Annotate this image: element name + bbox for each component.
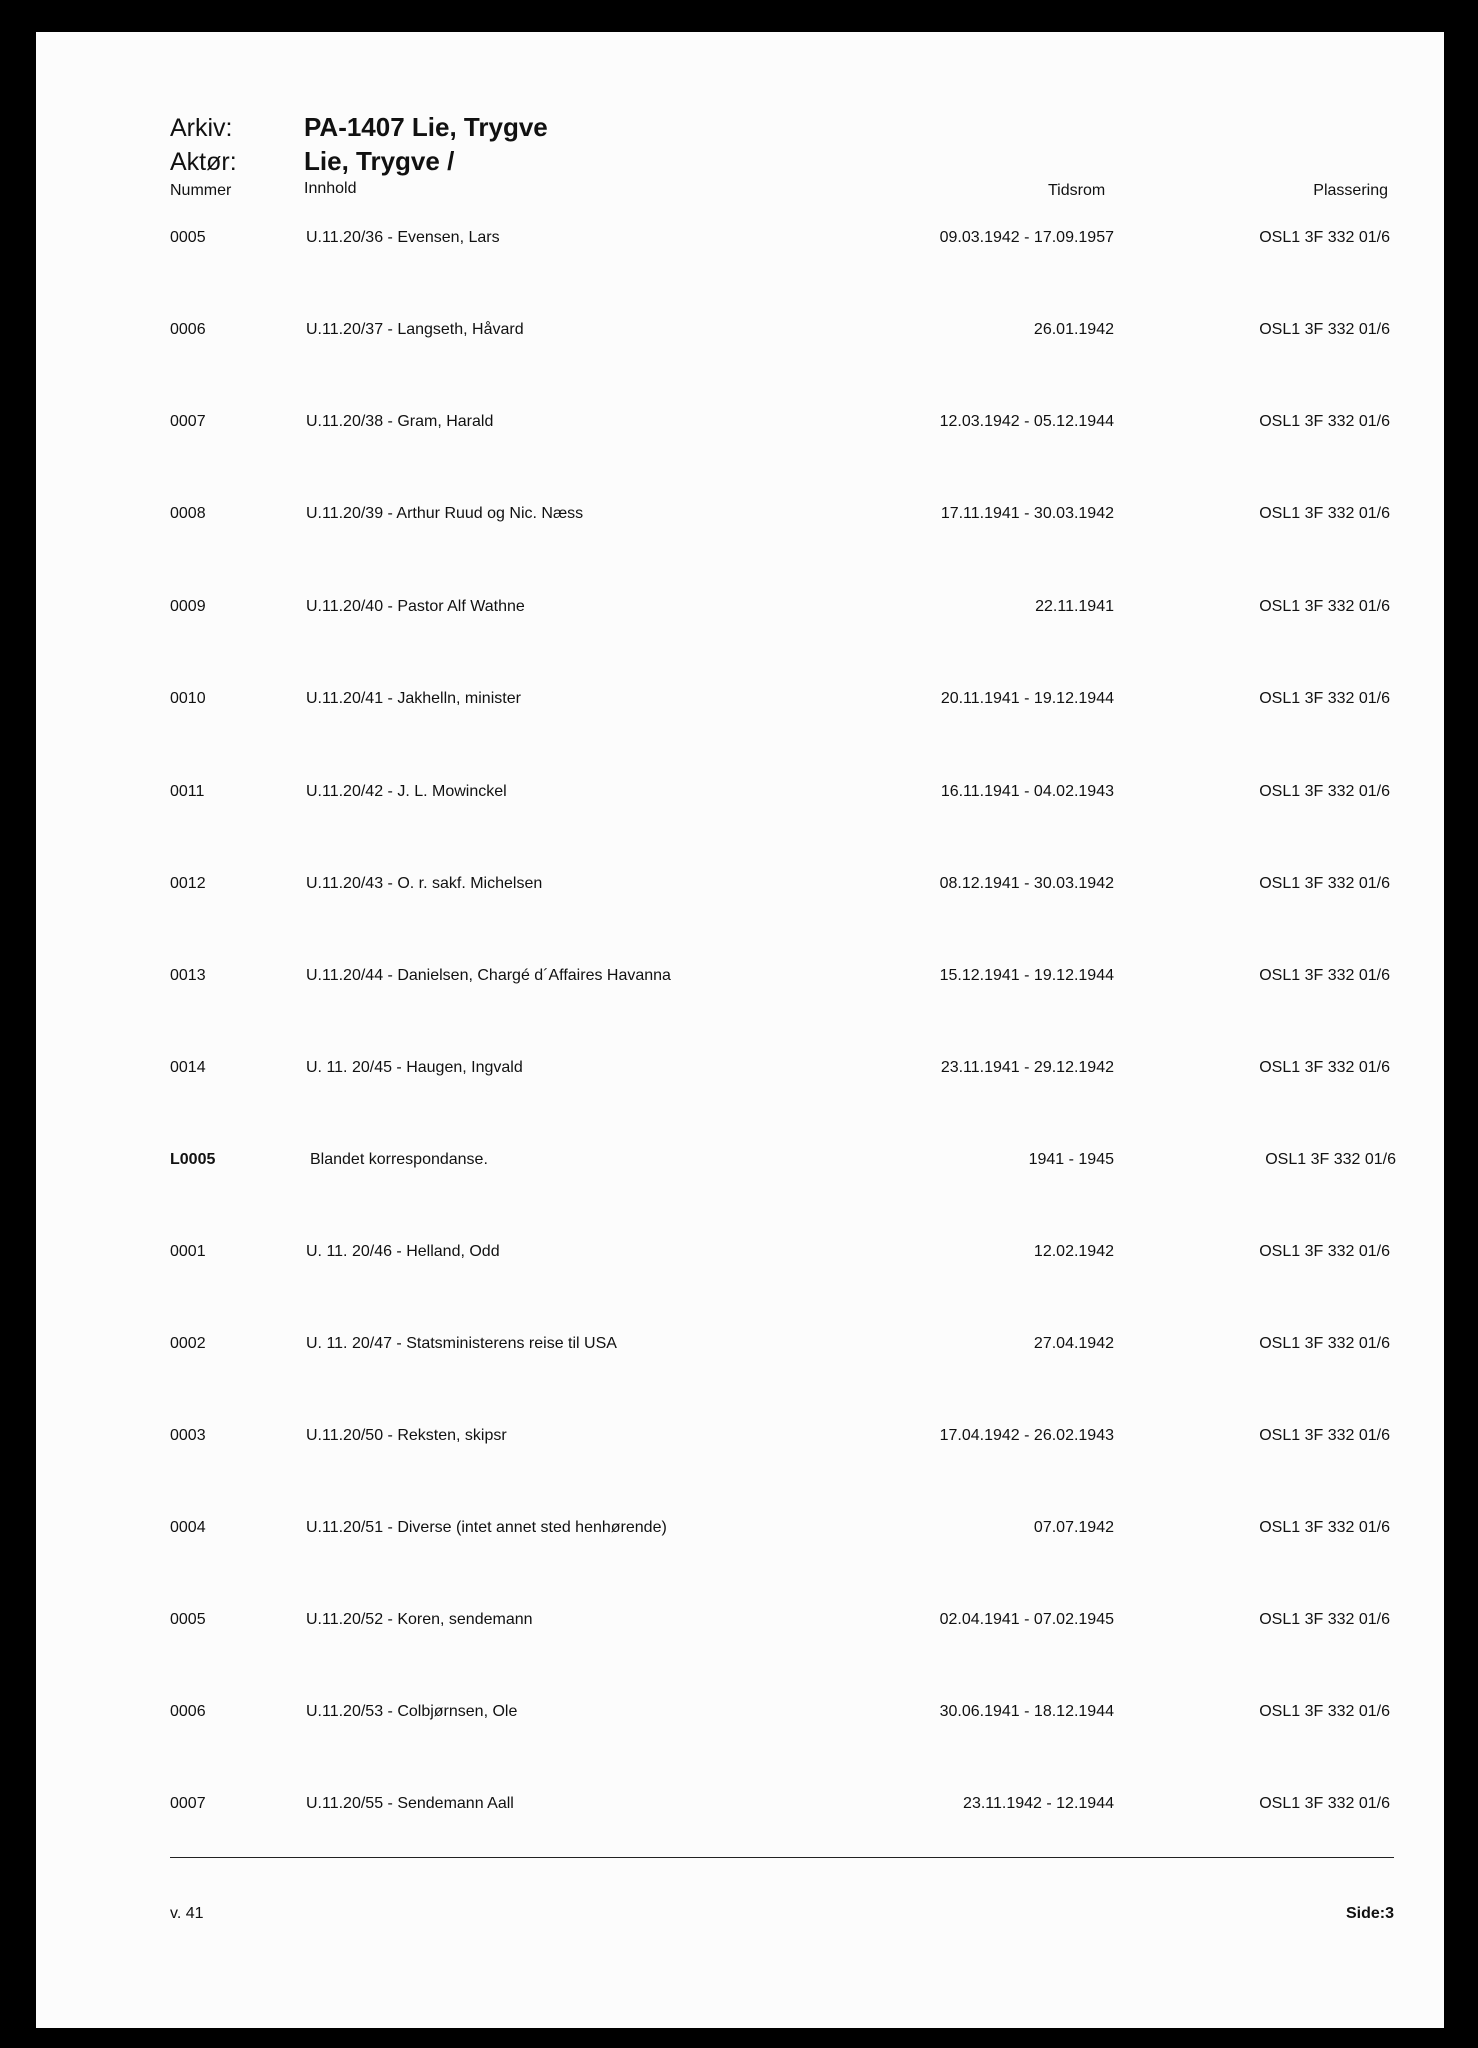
row-content: U.11.20/39 - Arthur Ruud og Nic. Næss	[306, 505, 584, 522]
row-date: 1941 - 1945	[1028, 1151, 1114, 1168]
table-row	[36, 1703, 1444, 1727]
table-row	[36, 875, 1444, 899]
table-row	[36, 1059, 1444, 1083]
row-date: 07.07.1942	[1033, 1519, 1114, 1536]
row-number: 0004	[170, 1519, 206, 1536]
row-content: U.11.20/52 - Koren, sendemann	[306, 1611, 533, 1628]
row-location: OSL1 3F 332 01/6	[1259, 875, 1390, 892]
table-row	[36, 413, 1444, 437]
row-location: OSL1 3F 332 01/6	[1259, 1611, 1390, 1628]
row-date: 27.04.1942	[1033, 1335, 1114, 1352]
row-date: 23.11.1941 - 29.12.1942	[940, 1059, 1114, 1076]
row-location: OSL1 3F 332 01/6	[1259, 690, 1390, 707]
row-content: U.11.20/51 - Diverse (intet annet sted henhørende)	[306, 1519, 667, 1536]
row-number: 0012	[170, 875, 206, 892]
row-content: U.11.20/40 - Pastor Alf Wathne	[306, 598, 525, 615]
row-location: OSL1 3F 332 01/6	[1259, 1243, 1390, 1260]
row-number: 0005	[170, 1611, 206, 1628]
row-location: OSL1 3F 332 01/6	[1259, 967, 1390, 984]
row-date: 26.01.1942	[1033, 321, 1114, 338]
column-header-nummer: Nummer	[170, 182, 232, 199]
table-row	[36, 690, 1444, 714]
row-number: 0009	[170, 598, 206, 615]
table-row	[36, 1243, 1444, 1267]
row-number: 0008	[170, 505, 206, 522]
row-number: 0002	[170, 1335, 206, 1352]
row-number: 0014	[170, 1059, 206, 1076]
row-location: OSL1 3F 332 01/6	[1259, 1703, 1390, 1720]
table-row	[36, 783, 1444, 807]
row-date: 16.11.1941 - 04.02.1943	[940, 783, 1114, 800]
row-number: L0005	[170, 1151, 216, 1168]
row-date: 02.04.1941 - 07.02.1945	[939, 1611, 1114, 1628]
row-content: U.11.20/50 - Reksten, skipsr	[306, 1427, 507, 1444]
row-date: 09.03.1942 - 17.09.1957	[939, 229, 1114, 246]
row-location: OSL1 3F 332 01/6	[1259, 505, 1390, 522]
document-page	[36, 32, 1444, 2028]
aktor-label: Aktør:	[170, 148, 237, 176]
row-content: U.11.20/55 - Sendemann Aall	[306, 1795, 514, 1812]
row-number: 0007	[170, 413, 206, 430]
row-content: U. 11. 20/46 - Helland, Odd	[306, 1243, 500, 1260]
table-row	[36, 1795, 1444, 1819]
row-content: U.11.20/37 - Langseth, Håvard	[306, 321, 524, 338]
row-number: 0011	[170, 783, 205, 800]
row-date: 17.04.1942 - 26.02.1943	[939, 1427, 1114, 1444]
row-location: OSL1 3F 332 01/6	[1265, 1151, 1396, 1168]
table-row	[36, 505, 1444, 529]
table-row	[36, 1335, 1444, 1359]
table-row	[36, 321, 1444, 345]
row-content: U.11.20/43 - O. r. sakf. Michelsen	[306, 875, 543, 892]
row-date: 15.12.1941 - 19.12.1944	[939, 967, 1114, 984]
footer-version: v. 41	[170, 1905, 204, 1922]
row-date: 30.06.1941 - 18.12.1944	[939, 1703, 1114, 1720]
row-number: 0001	[170, 1243, 206, 1260]
row-number: 0010	[170, 690, 206, 707]
row-content: U.11.20/41 - Jakhelln, minister	[306, 690, 521, 707]
row-content: U.11.20/44 - Danielsen, Chargé d´Affaires Havanna	[306, 967, 671, 984]
table-row	[36, 1519, 1444, 1543]
row-location: OSL1 3F 332 01/6	[1259, 1519, 1390, 1536]
row-date: 12.03.1942 - 05.12.1944	[939, 413, 1114, 430]
row-location: OSL1 3F 332 01/6	[1259, 1795, 1390, 1812]
row-number: 0003	[170, 1427, 206, 1444]
column-header-tidsrom: Tidsrom	[1048, 182, 1106, 199]
row-number: 0007	[170, 1795, 206, 1812]
row-number: 0005	[170, 229, 206, 246]
column-header-plassering: Plassering	[1313, 182, 1388, 199]
row-date: 12.02.1942	[1033, 1243, 1114, 1260]
row-content: U. 11. 20/47 - Statsministerens reise til USA	[306, 1335, 617, 1352]
row-location: OSL1 3F 332 01/6	[1259, 1335, 1390, 1352]
table-row	[36, 1611, 1444, 1635]
table-row	[36, 598, 1444, 622]
row-content: U.11.20/38 - Gram, Harald	[306, 413, 494, 430]
row-location: OSL1 3F 332 01/6	[1259, 1427, 1390, 1444]
row-location: OSL1 3F 332 01/6	[1259, 783, 1390, 800]
row-date: 22.11.1941	[1035, 598, 1114, 615]
arkiv-value: PA-1407 Lie, Trygve	[304, 112, 548, 142]
row-date: 08.12.1941 - 30.03.1942	[939, 875, 1114, 892]
row-content: U.11.20/42 - J. L. Mowinckel	[306, 783, 507, 800]
row-number: 0006	[170, 321, 206, 338]
row-content: U.11.20/53 - Colbjørnsen, Ole	[306, 1703, 518, 1720]
column-header-innhold: Innhold	[304, 180, 357, 197]
table-row	[36, 229, 1444, 253]
row-location: OSL1 3F 332 01/6	[1259, 598, 1390, 615]
footer-page-number: Side:3	[1345, 1905, 1394, 1922]
footer-divider	[170, 1857, 1394, 1858]
arkiv-label: Arkiv:	[170, 114, 233, 142]
table-row-series	[36, 1151, 1444, 1175]
row-content: U.11.20/36 - Evensen, Lars	[306, 229, 500, 246]
row-number: 0006	[170, 1703, 206, 1720]
row-date: 20.11.1941 - 19.12.1944	[940, 690, 1114, 707]
aktor-value: Lie, Trygve /	[304, 146, 455, 176]
row-number: 0013	[170, 967, 206, 984]
row-location: OSL1 3F 332 01/6	[1259, 413, 1390, 430]
table-row	[36, 967, 1444, 991]
row-location: OSL1 3F 332 01/6	[1259, 229, 1390, 246]
row-location: OSL1 3F 332 01/6	[1259, 1059, 1390, 1076]
table-row	[36, 1427, 1444, 1451]
row-date: 23.11.1942 - 12.1944	[963, 1795, 1114, 1812]
row-content: U. 11. 20/45 - Haugen, Ingvald	[306, 1059, 523, 1076]
row-date: 17.11.1941 - 30.03.1942	[940, 505, 1114, 522]
row-content: Blandet korrespondanse.	[310, 1151, 488, 1168]
row-location: OSL1 3F 332 01/6	[1259, 321, 1390, 338]
